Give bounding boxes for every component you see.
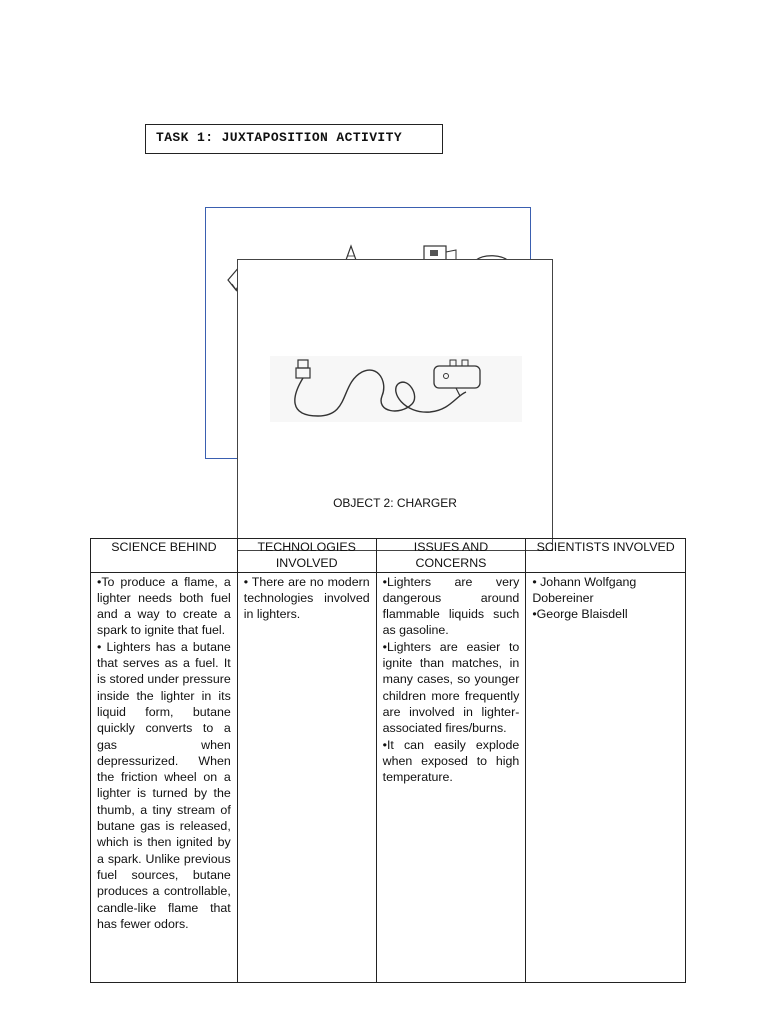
header-science-behind: SCIENCE BEHIND bbox=[91, 539, 238, 573]
task-title: TASK 1: JUXTAPOSITION ACTIVITY bbox=[156, 130, 403, 145]
charger-cable-illustration bbox=[270, 356, 522, 422]
cell-scientists-involved: • Johann Wolfgang Dobereiner •George Blaisdell bbox=[526, 572, 686, 982]
juxtaposition-table bbox=[90, 538, 686, 983]
header-issues-and-concerns: ISSUES AND CONCERNS bbox=[376, 539, 526, 573]
header-scientists-involved: SCIENTISTS INVOLVED bbox=[526, 539, 686, 573]
task-title-box bbox=[145, 124, 443, 154]
cell-science-behind: •To produce a flame, a lighter needs both fuel and a way to create a spark to ignite that fuel. • Lighters has a butane that serves as a fuel. It is stored under pressure inside the lighter in its liquid form, butane quickly converts to a gas when depressurized. When the friction wheel on a lighter is turned by the thumb, a tiny stream of butane gas is released, which is then ignited by a spark. Unlike previous fuel sources, butane produces a controllable, candle-like flame that has fewer odors. bbox=[91, 572, 238, 982]
object-caption: OBJECT 2: CHARGER bbox=[333, 496, 457, 510]
cell-issues-and-concerns: •Lighters are very dangerous around flammable liquids such as gasoline. •Lighters are easier to ignite than matches, in many cases, so younger children more frequently are involved in lighter-associated fires/burns. •It can easily explode when exposed to high temperature. bbox=[376, 572, 526, 982]
header-technologies-involved: TECHNOLOGIES INVOLVED bbox=[237, 539, 376, 573]
table-row bbox=[91, 572, 686, 982]
cell-technologies-involved: • There are no modern technologies involved in lighters. bbox=[237, 572, 376, 982]
charger-image-frame bbox=[237, 259, 553, 551]
table-header-row bbox=[91, 539, 686, 573]
